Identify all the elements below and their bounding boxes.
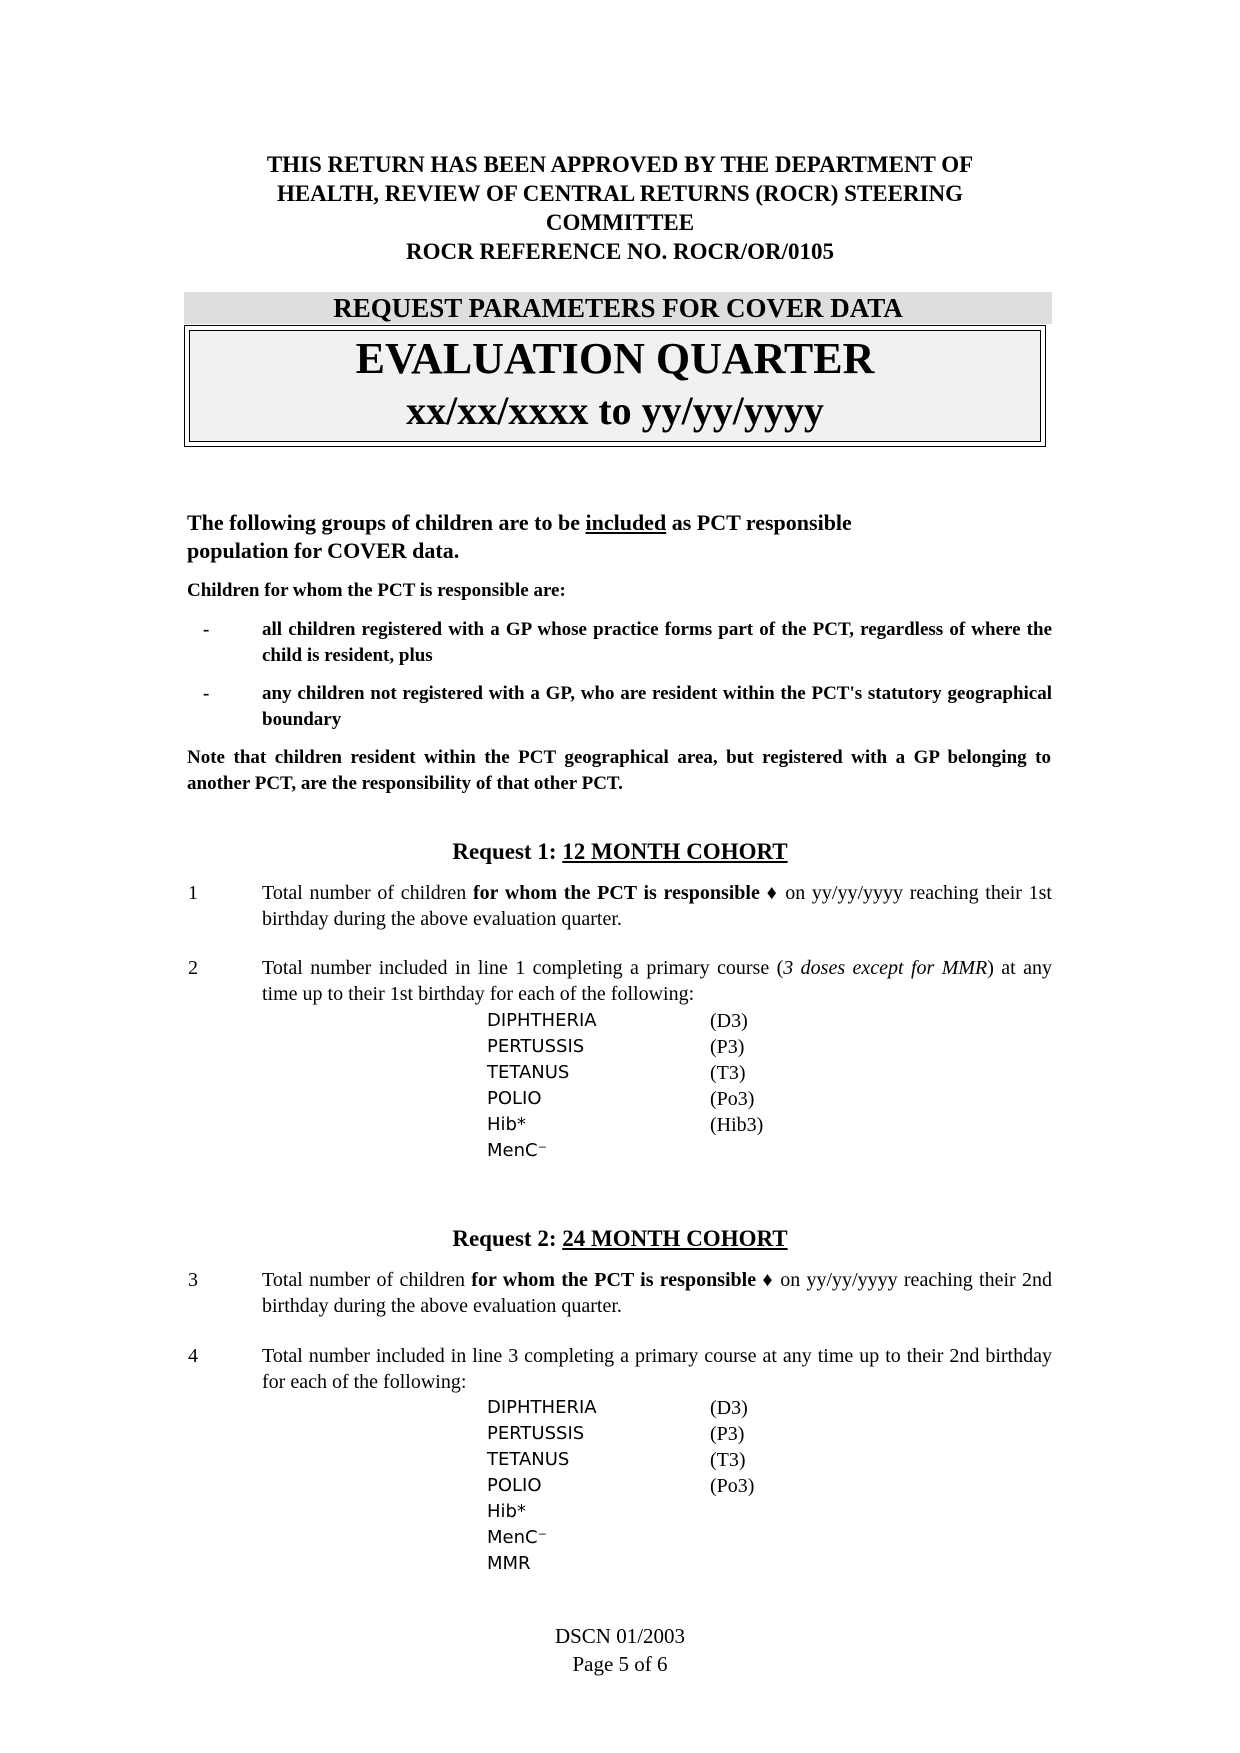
line-2-post: ) at any time up to their 1st birthday for each of the following: — [262, 957, 1053, 1005]
line-1-bold: for whom the PCT is responsible ♦ — [472, 882, 779, 904]
approval-line: COMMITTEE — [545, 210, 695, 235]
vaccine-row — [487, 1060, 787, 1086]
line-1-pre: Total number of children — [262, 882, 473, 904]
approval-line: THIS RETURN HAS BEEN APPROVED BY THE DEPARTMENT OF — [266, 152, 974, 177]
evaluation-quarter-inner — [189, 330, 1041, 442]
vaccine-name: POLIO — [487, 1088, 542, 1109]
vaccine-code: (Hib3) — [710, 1114, 764, 1136]
vaccine-name: DIPHTHERIA — [487, 1010, 597, 1031]
vaccine-code: (D3) — [710, 1010, 748, 1032]
vaccine-code: (Po3) — [710, 1088, 755, 1110]
line-2-pre: Total number included in line 1 completing a primary course ( — [262, 957, 784, 979]
vaccine-row — [487, 1421, 787, 1447]
vaccine-row — [487, 1447, 787, 1473]
bullet-dash: - — [203, 619, 210, 640]
vaccine-name: MenC⁻ — [487, 1527, 548, 1548]
request-2-heading — [0, 1224, 1240, 1254]
vaccine-code: (T3) — [710, 1449, 746, 1471]
line-1-post: on yy/yy/yyyy reaching their 1st birthday during the above evaluation quarter. — [262, 882, 1052, 930]
line-3-pre: Total number of children — [262, 1269, 472, 1291]
evaluation-quarter-range: xx/xx/xxxx to yy/yy/yyyy — [406, 388, 824, 433]
vaccine-name: DIPHTHERIA — [487, 1397, 597, 1418]
intro-heading-post: as PCT responsible population for COVER data. — [187, 510, 852, 563]
vaccine-name: MenC⁻ — [487, 1140, 548, 1161]
bullet-dash: - — [203, 683, 210, 704]
vaccine-code: (Po3) — [710, 1475, 755, 1497]
vaccine-code: (D3) — [710, 1397, 748, 1419]
vaccine-row — [487, 1034, 787, 1060]
note-paragraph: Note that children resident within the PCT geographical area, but registered with a GP belonging to another PCT, are the responsibility of that other PCT. — [187, 747, 1051, 794]
vaccine-name: PERTUSSIS — [487, 1036, 585, 1057]
vaccine-row — [487, 1086, 787, 1112]
evaluation-quarter-title: EVALUATION QUARTER — [355, 334, 875, 383]
line-3-bold: for whom the PCT is responsible ♦ — [471, 1269, 774, 1291]
bullet-text: all children registered with a GP whose practice forms part of the PCT, regardless of where the child is resident, plus — [262, 619, 1052, 666]
vaccine-row — [487, 1473, 787, 1499]
children-label: Children for whom the PCT is responsible are: — [187, 580, 566, 601]
vaccine-code: (T3) — [710, 1062, 746, 1084]
line-3-text — [262, 1267, 1052, 1319]
vaccine-row — [487, 1525, 787, 1551]
vaccine-row — [487, 1551, 787, 1577]
line-2-text — [262, 955, 1052, 1007]
request-1-cohort: 12 MONTH COHORT — [562, 839, 788, 864]
intro-heading-pre: The following groups of children are to be — [187, 510, 586, 535]
vaccine-row — [487, 1008, 787, 1034]
vaccine-name: PERTUSSIS — [487, 1423, 585, 1444]
vaccine-row — [487, 1112, 787, 1138]
line-number: 1 — [188, 882, 198, 904]
vaccine-name: POLIO — [487, 1475, 542, 1496]
vaccine-code: (P3) — [710, 1036, 745, 1058]
vaccine-row — [487, 1499, 787, 1525]
document-reference: DSCN 01/2003 — [554, 1624, 686, 1648]
request-2-cohort: 24 MONTH COHORT — [562, 1226, 788, 1251]
approval-statement — [180, 150, 1060, 266]
vaccine-name: MMR — [487, 1553, 531, 1574]
line-1-text — [262, 880, 1052, 932]
vaccine-code: (P3) — [710, 1423, 745, 1445]
line-number: 4 — [188, 1345, 198, 1367]
line-number: 2 — [188, 957, 198, 979]
line-3-post: on yy/yy/yyyy reaching their 2nd birthday during the above evaluation quarter. — [262, 1269, 1052, 1317]
line-2-italic: 3 doses except for MMR — [783, 957, 988, 979]
vaccine-list-24-month — [487, 1395, 787, 1577]
intro-heading — [187, 509, 947, 565]
rocr-reference: ROCR REFERENCE NO. ROCR/OR/0105 — [405, 239, 835, 264]
vaccine-name: Hib* — [487, 1114, 526, 1135]
request-parameters-banner: REQUEST PARAMETERS FOR COVER DATA — [184, 292, 1052, 324]
vaccine-name: TETANUS — [487, 1449, 570, 1470]
vaccine-list-12-month — [487, 1008, 787, 1164]
request-2-label: Request 2: — [452, 1226, 563, 1251]
vaccine-name: Hib* — [487, 1501, 526, 1522]
evaluation-quarter-box — [184, 325, 1046, 447]
vaccine-row — [487, 1138, 787, 1164]
line-number: 3 — [188, 1269, 198, 1291]
page-number: Page 5 of 6 — [572, 1652, 668, 1676]
vaccine-row — [487, 1395, 787, 1421]
request-1-label: Request 1: — [452, 839, 563, 864]
request-1-heading — [0, 837, 1240, 867]
vaccine-name: TETANUS — [487, 1062, 570, 1083]
approval-line: HEALTH, REVIEW OF CENTRAL RETURNS (ROCR) STEERING — [276, 181, 964, 206]
line-4-text: Total number included in line 3 completing a primary course at any time up to their 2nd birthday for each of the following: — [262, 1345, 1052, 1393]
bullet-text: any children not registered with a GP, who are resident within the PCT's statutory geographical boundary — [262, 683, 1052, 730]
page-footer — [0, 1622, 1240, 1678]
intro-heading-underlined: included — [585, 510, 667, 535]
